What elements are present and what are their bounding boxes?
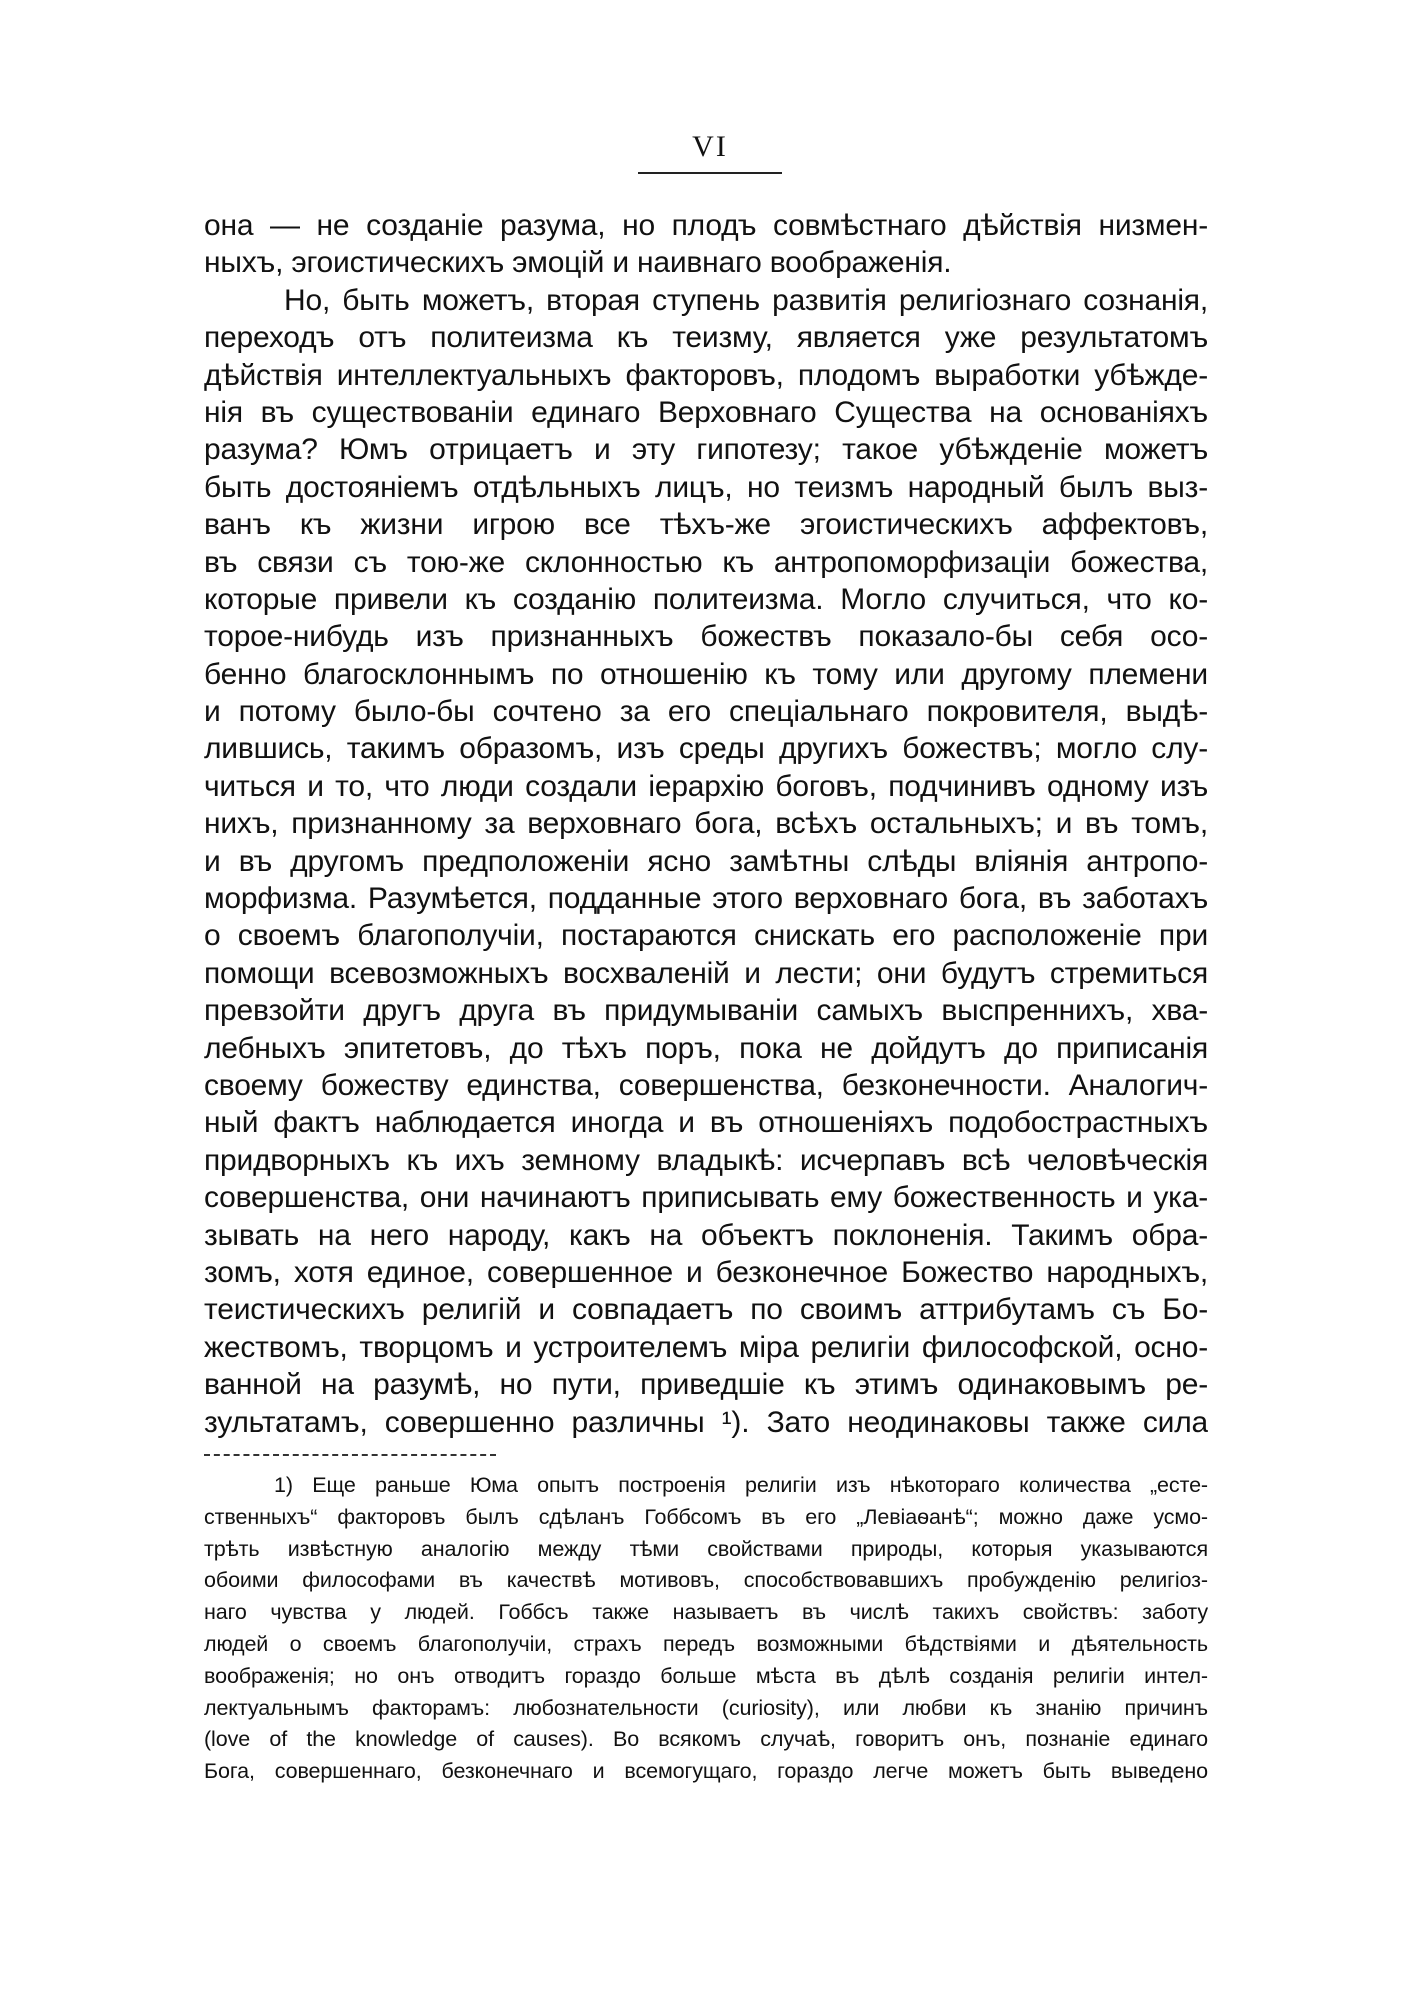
body-line: ныхъ, эгоистическихъ эмоцій и наивнаго воображенія.	[204, 246, 952, 280]
footnote-line: людей о своемъ благополучіи, страхъ передъ возможными бѣдствіями и дѣятельность	[204, 1631, 1208, 1656]
footnote-line: Бога, совершеннаго, безконечнаго и всемогущаго, гораздо легче можетъ быть выведено	[204, 1759, 1208, 1784]
body-line: и въ другомъ предположеніи ясно замѣтны слѣды вліянія антропо-	[204, 844, 1208, 878]
body-line: жествомъ, творцомъ и устроителемъ міра религіи философской, осно-	[204, 1330, 1208, 1364]
body-line: помощи всевозможныхъ восхваленій и лести; они будутъ стремиться	[204, 956, 1208, 990]
footnote	[204, 1470, 1208, 1788]
body-line: и потому было-бы сочтено за его спеціальнаго покровителя, выдѣ-	[204, 695, 1208, 729]
body-line: читься и то, что люди создали іерархію боговъ, подчинивъ одному изъ	[204, 769, 1208, 803]
footnote-line: трѣть извѣстную аналогію между тѣми свойствами природы, которыя указываются	[204, 1536, 1208, 1561]
body-line: лебныхъ эпитетовъ, до тѣхъ поръ, пока не дойдутъ до приписанія	[204, 1031, 1208, 1065]
body-line: ванной на разумѣ, но пути, приведшіе къ этимъ одинаковымъ ре-	[204, 1368, 1208, 1402]
body-line: зультатамъ, совершенно различны ¹). Зато неодинаковы также сила	[204, 1405, 1208, 1439]
footnote-rule	[204, 1454, 496, 1456]
body-line: въ связи съ тою-же склонностью къ антропоморфизаціи божества,	[204, 545, 1208, 579]
body-line: ный фактъ наблюдается иногда и въ отношеніяхъ подобострастныхъ	[204, 1106, 1208, 1140]
body-line: она — не созданіе разума, но плодъ совмѣстнаго дѣйствія низмен-	[204, 209, 1208, 242]
body-line: ванъ къ жизни игрою все тѣхъ-же эгоистическихъ аффектовъ,	[204, 508, 1208, 542]
body-line: совершенства, они начинаютъ приписывать ему божественность и ука-	[204, 1181, 1208, 1215]
header-rule	[638, 172, 782, 174]
page-number: VI	[692, 130, 728, 163]
body-text	[204, 207, 1208, 1441]
body-line: лившись, такимъ образомъ, изъ среды другихъ божествъ; могло слу-	[204, 732, 1208, 766]
body-line: торое-нибудь изъ признанныхъ божествъ показало-бы себя осо-	[204, 620, 1208, 654]
body-line: которые привели къ созданію политеизма. Могло случиться, что ко-	[204, 582, 1208, 616]
body-line: дѣйствія интеллектуальныхъ факторовъ, плодомъ выработки убѣжде-	[204, 358, 1208, 392]
footnote-line: (love of the knowledge of causes). Во всякомъ случаѣ, говоритъ онъ, познаніе единаго	[204, 1727, 1208, 1752]
body-line: своему божеству единства, совершенства, безконечности. Аналогич-	[204, 1068, 1208, 1102]
footnote-line: воображенія; но онъ отводитъ гораздо больше мѣста въ дѣлѣ созданія религіи интел-	[204, 1663, 1208, 1688]
body-line: Но, быть можетъ, вторая ступень развитія религіознаго сознанія,	[284, 283, 1208, 317]
body-line: зомъ, хотя единое, совершенное и безконечное Божество народныхъ,	[204, 1255, 1208, 1289]
body-line: зывать на него народу, какъ на объектъ поклоненія. Такимъ обра-	[204, 1218, 1208, 1252]
footnote-line: наго чувства у людей. Гоббсъ также называетъ въ числѣ такихъ свойствъ: заботу	[204, 1600, 1208, 1625]
footnote-line: ственныхъ“ факторовъ былъ сдѣланъ Гоббсомъ въ его „Левіаѳанѣ“; можно даже усмо-	[204, 1504, 1208, 1529]
body-line: бенно благосклоннымъ по отношенію къ тому или другому племени	[204, 657, 1208, 691]
body-line: морфизма. Разумѣется, подданные этого верховнаго бога, въ заботахъ	[204, 882, 1208, 916]
body-line: о своемъ благополучіи, постараются снискать его расположеніе при	[204, 919, 1208, 953]
body-line: придворныхъ къ ихъ земному владыкѣ: исчерпавъ всѣ человѣческія	[204, 1143, 1208, 1177]
body-line: быть достояніемъ отдѣльныхъ лицъ, но теизмъ народный былъ выз-	[204, 470, 1208, 504]
body-line: разума? Юмъ отрицаетъ и эту гипотезу; такое убѣжденіе можетъ	[204, 433, 1208, 467]
body-line: превзойти другъ друга въ придумываніи самыхъ выспреннихъ, хва-	[204, 994, 1208, 1028]
body-line: нія въ существованіи единаго Верховнаго Существа на основаніяхъ	[204, 395, 1208, 429]
body-line: переходъ отъ политеизма къ теизму, является уже результатомъ	[204, 321, 1208, 355]
body-line: теистическихъ религій и совпадаетъ по своимъ аттрибутамъ съ Бо-	[204, 1293, 1208, 1327]
footnote-line: обоими философами въ качествѣ мотивовъ, способствовавшихъ пробужденію религіоз-	[204, 1568, 1208, 1593]
footnote-line: лектуальнымъ факторамъ: любознательности (curiosity), или любви къ знанію причинъ	[204, 1695, 1208, 1720]
body-line: нихъ, признанному за верховнаго бога, всѣхъ остальныхъ; и въ томъ,	[204, 807, 1208, 841]
footnote-line: 1) Еще раньше Юма опытъ построенія религіи изъ нѣкотораго количества „есте-	[274, 1473, 1208, 1497]
